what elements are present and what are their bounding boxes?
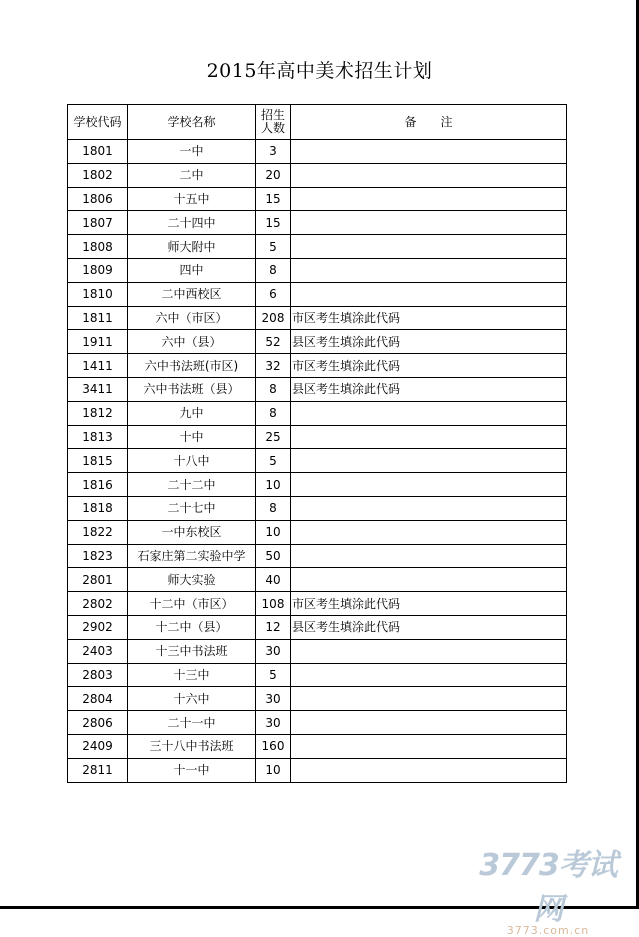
remark-cell: 县区考生填涂此代码 [291,330,567,354]
school-code-cell: 2403 [68,639,128,663]
school-name-cell: 二十四中 [128,211,256,235]
school-code-cell: 1801 [68,140,128,164]
school-code-cell: 3411 [68,377,128,401]
table-row [68,663,567,687]
enrollment-count-cell: 10 [256,520,291,544]
table-row [68,163,567,187]
table-row [68,258,567,282]
school-code-cell: 2409 [68,734,128,758]
table-row [68,473,567,497]
table-row [68,354,567,378]
enrollment-count-cell: 50 [256,544,291,568]
table-row [68,330,567,354]
school-name-cell: 六中书法班(市区) [128,354,256,378]
enrollment-count-cell: 40 [256,568,291,592]
enrollment-count-cell: 32 [256,354,291,378]
header-school-code: 学校代码 [68,105,128,140]
school-code-cell: 1807 [68,211,128,235]
school-name-cell: 十一中 [128,758,256,782]
school-code-cell: 1812 [68,401,128,425]
school-code-cell: 1815 [68,449,128,473]
school-name-cell: 十六中 [128,687,256,711]
table-row [68,639,567,663]
remark-cell [291,758,567,782]
school-name-cell: 二中 [128,163,256,187]
school-code-cell: 1808 [68,235,128,259]
remark-cell [291,520,567,544]
remark-cell [291,687,567,711]
school-name-cell: 师大附中 [128,235,256,259]
remark-cell [291,473,567,497]
remark-cell: 县区考生填涂此代码 [291,615,567,639]
header-enrollment-count: 招生人数 [256,105,291,140]
school-code-cell: 1822 [68,520,128,544]
school-name-cell: 十五中 [128,187,256,211]
remark-cell [291,663,567,687]
watermark-logo [468,840,628,937]
enrollment-count-cell: 8 [256,377,291,401]
enrollment-count-cell: 52 [256,330,291,354]
remark-cell [291,568,567,592]
school-name-cell: 二十一中 [128,711,256,735]
remark-cell [291,639,567,663]
remark-cell [291,401,567,425]
enrollment-count-cell: 8 [256,258,291,282]
table-row [68,140,567,164]
school-name-cell: 十八中 [128,449,256,473]
table-row [68,425,567,449]
school-code-cell: 1806 [68,187,128,211]
school-code-cell: 2902 [68,615,128,639]
school-name-cell: 十中 [128,425,256,449]
school-code-cell: 1811 [68,306,128,330]
school-name-cell: 石家庄第二实验中学 [128,544,256,568]
enrollment-count-cell: 5 [256,449,291,473]
school-code-cell: 1813 [68,425,128,449]
table-row [68,615,567,639]
enrollment-count-cell: 25 [256,425,291,449]
enrollment-count-cell: 3 [256,140,291,164]
remark-cell [291,235,567,259]
table-row [68,496,567,520]
enrollment-count-cell: 108 [256,592,291,616]
table-row [68,282,567,306]
school-name-cell: 六中（县） [128,330,256,354]
school-name-cell: 一中 [128,140,256,164]
school-code-cell: 2806 [68,711,128,735]
enrollment-count-cell: 8 [256,401,291,425]
remark-cell [291,187,567,211]
remark-cell: 市区考生填涂此代码 [291,354,567,378]
school-name-cell: 六中（市区） [128,306,256,330]
school-name-cell: 二十二中 [128,473,256,497]
remark-cell [291,140,567,164]
remark-cell [291,711,567,735]
school-code-cell: 1809 [68,258,128,282]
enrollment-count-cell: 5 [256,235,291,259]
table-row [68,568,567,592]
school-code-cell: 2802 [68,592,128,616]
remark-cell [291,258,567,282]
remark-cell [291,544,567,568]
remark-cell: 县区考生填涂此代码 [291,377,567,401]
enrollment-count-cell: 10 [256,473,291,497]
school-code-cell: 1411 [68,354,128,378]
remark-cell [291,734,567,758]
school-name-cell: 二十七中 [128,496,256,520]
table-row [68,449,567,473]
header-school-name: 学校名称 [128,105,256,140]
school-name-cell: 二中西校区 [128,282,256,306]
table-row [68,544,567,568]
school-name-cell: 六中书法班（县） [128,377,256,401]
table-row [68,211,567,235]
enrollment-count-cell: 30 [256,711,291,735]
enrollment-count-cell: 10 [256,758,291,782]
school-name-cell: 九中 [128,401,256,425]
school-code-cell: 2803 [68,663,128,687]
enrollment-count-cell: 8 [256,496,291,520]
school-name-cell: 三十八中书法班 [128,734,256,758]
watermark-main-text: 3773考试网 [479,848,617,927]
enrollment-count-cell: 15 [256,187,291,211]
header-remark: 备 注 [291,105,567,140]
page-title: 2015年高中美术招生计划 [206,60,433,82]
table-row [68,758,567,782]
school-code-cell: 1823 [68,544,128,568]
enrollment-count-cell: 160 [256,734,291,758]
school-name-cell: 十二中（市区） [128,592,256,616]
remark-cell [291,211,567,235]
watermark-sub-text: 3773.com.cn [506,924,590,937]
school-code-cell: 1810 [68,282,128,306]
enrollment-table [67,104,567,783]
school-name-cell: 十三中 [128,663,256,687]
remark-cell [291,449,567,473]
remark-cell: 市区考生填涂此代码 [291,306,567,330]
remark-cell [291,425,567,449]
remark-cell [291,282,567,306]
table-row [68,520,567,544]
enrollment-count-cell: 208 [256,306,291,330]
school-name-cell: 十二中（县） [128,615,256,639]
enrollment-count-cell: 15 [256,211,291,235]
table-row [68,306,567,330]
remark-cell: 市区考生填涂此代码 [291,592,567,616]
enrollment-count-cell: 5 [256,663,291,687]
school-code-cell: 1816 [68,473,128,497]
school-code-cell: 1911 [68,330,128,354]
school-name-cell: 一中东校区 [128,520,256,544]
enrollment-count-cell: 12 [256,615,291,639]
table-row [68,235,567,259]
school-name-cell: 师大实验 [128,568,256,592]
table-row [68,711,567,735]
table-row [68,734,567,758]
remark-cell [291,163,567,187]
table-header-row [68,105,567,140]
school-name-cell: 四中 [128,258,256,282]
school-code-cell: 2801 [68,568,128,592]
enrollment-count-cell: 30 [256,639,291,663]
school-code-cell: 2804 [68,687,128,711]
table-row [68,592,567,616]
school-code-cell: 1802 [68,163,128,187]
enrollment-count-cell: 20 [256,163,291,187]
school-name-cell: 十三中书法班 [128,639,256,663]
enrollment-count-cell: 6 [256,282,291,306]
school-code-cell: 1818 [68,496,128,520]
table-row [68,187,567,211]
enrollment-count-cell: 30 [256,687,291,711]
remark-cell [291,496,567,520]
table-row [68,377,567,401]
school-code-cell: 2811 [68,758,128,782]
table-row [68,401,567,425]
table-row [68,687,567,711]
